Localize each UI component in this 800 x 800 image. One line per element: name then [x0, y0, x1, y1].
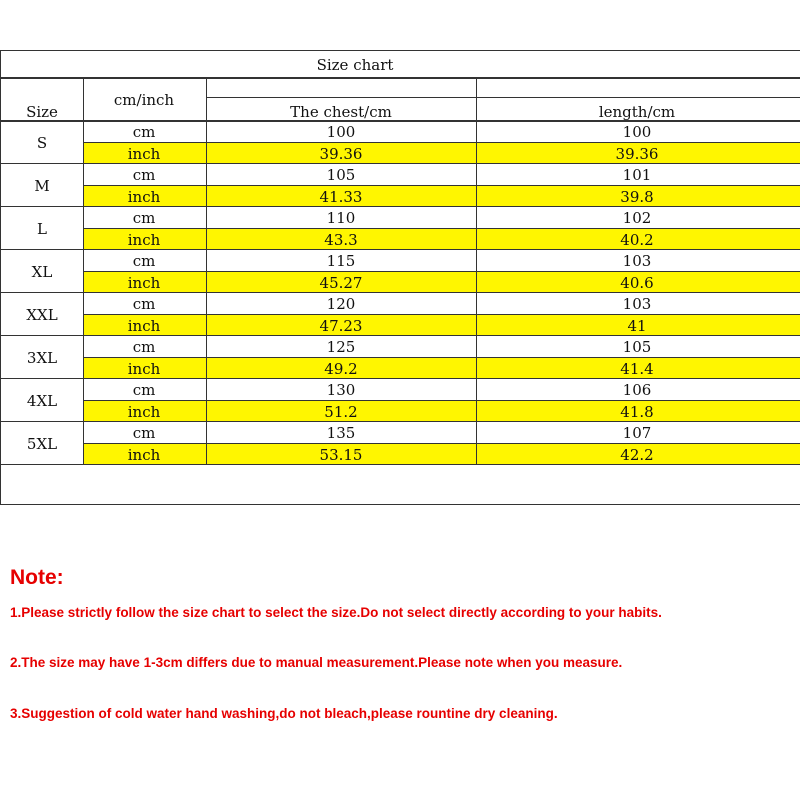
row-mid-border: [83, 443, 800, 444]
unit-cm-label: cm: [132, 424, 156, 442]
header-size: Size: [26, 103, 58, 121]
length-cm-value: 106: [622, 381, 652, 399]
row-mid-border: [83, 142, 800, 143]
length-inch-value: 39.8: [620, 188, 654, 206]
header-length: length/cm: [598, 103, 676, 121]
length-cm-value: 101: [622, 166, 652, 184]
row-bottom-border: [0, 464, 800, 465]
chest-inch-value: 49.2: [324, 360, 358, 378]
chest-cm-value: 130: [326, 381, 356, 399]
length-cm-value: 102: [622, 209, 652, 227]
length-cm-value: 103: [622, 295, 652, 313]
unit-inch-label: inch: [127, 231, 161, 249]
chest-inch-value: 45.27: [319, 274, 363, 292]
inch-row-highlight: [84, 358, 800, 378]
row-bottom-border: [0, 163, 800, 164]
row-bottom-border: [0, 249, 800, 250]
title-row-border: [0, 77, 800, 79]
unit-inch-label: inch: [127, 274, 161, 292]
row-bottom-border: [0, 378, 800, 379]
unit-cm-label: cm: [132, 123, 156, 141]
chest-cm-value: 110: [326, 209, 356, 227]
length-inch-value: 41.8: [620, 403, 654, 421]
unit-inch-label: inch: [127, 188, 161, 206]
row-bottom-border: [0, 206, 800, 207]
header-bottom-border: [0, 120, 800, 122]
row-mid-border: [83, 271, 800, 272]
chest-cm-value: 120: [326, 295, 356, 313]
row-bottom-border: [0, 421, 800, 422]
size-label: 3XL: [26, 349, 58, 367]
inch-row-highlight: [84, 186, 800, 206]
length-inch-value: 40.2: [620, 231, 654, 249]
note-title: Note:: [10, 566, 64, 589]
header-chest: The chest/cm: [290, 103, 392, 121]
unit-inch-label: inch: [127, 360, 161, 378]
chest-inch-value: 39.36: [319, 145, 363, 163]
unit-cm-label: cm: [132, 381, 156, 399]
row-mid-border: [83, 357, 800, 358]
length-inch-value: 41.4: [620, 360, 654, 378]
length-cm-value: 103: [622, 252, 652, 270]
chest-cm-value: 115: [326, 252, 356, 270]
row-mid-border: [83, 185, 800, 186]
inch-row-highlight: [84, 143, 800, 163]
unit-cm-label: cm: [132, 295, 156, 313]
size-label: XL: [31, 263, 53, 281]
chest-inch-value: 41.33: [319, 188, 363, 206]
note-item-3: 3.Suggestion of cold water hand washing,do not bleach,please rountine dry cleaning.: [10, 706, 558, 721]
size-label: S: [36, 134, 48, 152]
row-mid-border: [83, 400, 800, 401]
row-bottom-border: [0, 292, 800, 293]
length-inch-value: 41: [627, 317, 647, 335]
chest-inch-value: 53.15: [319, 446, 363, 464]
unit-cm-label: cm: [132, 209, 156, 227]
chest-inch-value: 43.3: [324, 231, 358, 249]
chest-cm-value: 135: [326, 424, 356, 442]
length-inch-value: 40.6: [620, 274, 654, 292]
inch-row-highlight: [84, 444, 800, 464]
size-label: M: [34, 177, 50, 195]
inch-row-highlight: [84, 315, 800, 335]
table-left-border: [0, 50, 1, 505]
inch-row-highlight: [84, 272, 800, 292]
unit-inch-label: inch: [127, 317, 161, 335]
length-cm-value: 105: [622, 338, 652, 356]
unit-inch-label: inch: [127, 145, 161, 163]
header-unit: cm/inch: [113, 91, 175, 109]
chest-cm-value: 125: [326, 338, 356, 356]
chest-inch-value: 47.23: [319, 317, 363, 335]
unit-inch-label: inch: [127, 446, 161, 464]
length-cm-value: 107: [622, 424, 652, 442]
chest-cm-value: 100: [326, 123, 356, 141]
table-top-border: [0, 50, 800, 51]
unit-cm-label: cm: [132, 166, 156, 184]
length-cm-value: 100: [622, 123, 652, 141]
row-mid-border: [83, 228, 800, 229]
size-label: 4XL: [26, 392, 58, 410]
length-inch-value: 39.36: [615, 145, 659, 163]
row-bottom-border: [0, 335, 800, 336]
size-label: XXL: [26, 306, 58, 324]
unit-cm-label: cm: [132, 252, 156, 270]
note-item-2: 2.The size may have 1-3cm differs due to manual measurement.Please note when you measure.: [10, 655, 623, 670]
note-item-1: 1.Please strictly follow the size chart to select the size.Do not select directly according to your habits.: [10, 605, 662, 620]
inch-row-highlight: [84, 401, 800, 421]
row-mid-border: [83, 314, 800, 315]
table-bottom-border: [0, 504, 800, 505]
header-sub-border: [206, 97, 800, 98]
inch-row-highlight: [84, 229, 800, 249]
chest-cm-value: 105: [326, 166, 356, 184]
unit-inch-label: inch: [127, 403, 161, 421]
size-label: L: [37, 220, 47, 238]
size-label: 5XL: [26, 435, 58, 453]
length-inch-value: 42.2: [620, 446, 654, 464]
unit-cm-label: cm: [132, 338, 156, 356]
chest-inch-value: 51.2: [324, 403, 358, 421]
table-title: Size chart: [316, 56, 394, 74]
